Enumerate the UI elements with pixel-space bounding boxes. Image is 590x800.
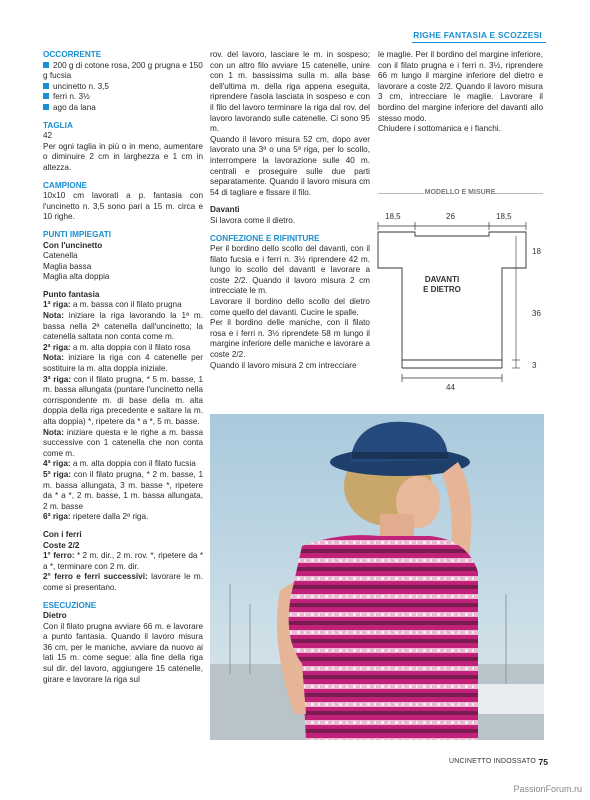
body-paragraph: Quando il lavoro misura 52 cm, dopo aver lavorato una 3ª o una 5ª riga, per lo scollo, interrompere la lavorazione sulle 40 m. centrali e proseguire sulle due parti separatamente. Quando il lavoro misura cm 54 di tagliare e fissare il filo. (210, 134, 370, 197)
body-paragraph: Chiudere i sottomanica e i fianchi. (378, 124, 501, 134)
magazine-name: UNCINETTO INDOSSATO (448, 758, 536, 765)
row-instruction: 1° ferro: * 2 m. dir., 2 m. rov. *, ripetere da * a *, terminare con 2 m. dir. (43, 551, 204, 571)
dietro-subheading: Dietro (43, 611, 67, 621)
watermark: PassionForum.ru (513, 784, 582, 794)
stitch-item: Catenella (43, 251, 78, 261)
row-note: Nota: iniziare la riga lavorando la 1ª m. bassa nella 2ª catenella dall'uncinetto; la catenella saltata non conta come m. (43, 311, 203, 342)
row-instruction: 2ª riga: a m. alta doppia con il filato rosa (43, 342, 191, 352)
row-note: Nota: iniziare questa e le righe a m. bassa successive con 1 catenella che non conta come m. (43, 427, 203, 458)
row-instruction: 4ª riga: a m. alta doppia con il filato fucsia (43, 459, 196, 469)
body-paragraph: Quando il lavoro misura 2 cm intrecciare (210, 360, 357, 370)
material-item: uncinetto n. 3,5 (43, 82, 203, 93)
taglia-value: 42 (43, 131, 53, 141)
body-paragraph: Per il bordino dello scollo del davanti, con il filato fucsia e i ferri n. 3½ riprendere 42 m. lungo lo scollo del davanti e lavorare a coste 2/2. Quando il lavoro misura 2 cm intrecciate le m. (210, 244, 370, 296)
row-instruction: 6ª riga: ripetere dalla 2ª riga. (43, 512, 149, 522)
row-instruction: 3ª riga: con il filato prugna, * 5 m. basse, 1 m. bassa allungata (puntare l'uncinetto nella corrispondente m. di base della m. alta doppia della riga precedente e saltare la m. alta doppia) *, ripetere da * a *, 5 m. basse. (43, 374, 203, 426)
page-number: 75 (538, 757, 548, 767)
confezione-heading: CONFEZIONE E RIFINITURE (210, 233, 320, 243)
row-instruction: 1ª riga: a m. bassa con il filato prugna (43, 300, 182, 310)
campione-text: 10x10 cm lavorati a p. fantasia con l'uncinetto n. 3,5 sono pari a 15 m. circa e 10 righe. (43, 191, 203, 222)
stitch-item: Maglia bassa (43, 261, 92, 271)
row-instruction: 2° ferro e ferri successivi: lavorare le m. come si presentano. (43, 572, 203, 592)
coste-subheading: Coste 2/2 (43, 540, 80, 550)
dim-shoulder-left: 18,5 (385, 212, 401, 221)
body-paragraph: le maglie. Per il bordino del margine inferiore, con il filato prugna e i ferri n. 3½, riprendere 66 m lungo il margine inferiore del dietro e lavorare a coste 2/2. Quando il lavoro misura 3 cm, intrecciare le maglie. Lavorare il bordino del margine inferiore del davanti allo stesso modo. (378, 50, 543, 123)
body-paragraph: rov. del lavoro, lasciare le m. in sospeso; con un altro filo avviare 15 catenelle, unire con 1 m. bassissima sulla m. alla base dell'ultima m. della riga appena eseguita, riprendere l'asola lasciata in sospeso e con il filo del lavoro terminare la riga dal rov. del lavoro lavorando sulle catenelle. Ci sono 95 m. (210, 50, 370, 134)
punti-heading: PUNTI IMPIEGATI (43, 229, 112, 239)
dim-hem: 3 (532, 361, 537, 370)
section-header: RIGHE FANTASIA E SCOZZESI (413, 30, 542, 40)
campione-heading: CAMPIONE (43, 180, 88, 190)
dim-shoulder-right: 18,5 (496, 212, 512, 221)
taglia-text: Per ogni taglia in più o in meno, aumentare o diminuire 2 cm in larghezza e 1 cm in altezza. (43, 141, 203, 172)
dim-body-length: 36 (532, 309, 541, 318)
dietro-text: Con il filato prugna avviare 66 m. e lavorare a punto fantasia. Quando il lavoro misura 36 cm, per le maniche, avviare da nuovo ai lati 15 m. come segue: alla fine della riga sul dir. del lavoro, aggiungere 15 catenelle, girare e lavorare la riga sul (43, 621, 203, 684)
row-note: Nota: iniziare la riga con 4 catenelle per sostituire la m. alta doppia iniziale. (43, 353, 203, 374)
material-item: 200 g di cotone rosa, 200 g prugna e 150 g fucsia (43, 60, 203, 81)
body-paragraph: Lavorare il bordino dello scollo del dietro come quello del davanti. Cucire le spalle. (210, 297, 370, 317)
occorrente-heading: OCCORRENTE (43, 50, 102, 59)
uncinetto-subheading: Con l'uncinetto (43, 240, 103, 250)
dim-armhole: 18 (532, 247, 541, 256)
diagram-title: MODELLO E MISURE (424, 189, 496, 196)
fantasia-subheading: Punto fantasia (43, 289, 100, 299)
esecuzione-heading: ESECUZIONE (43, 600, 97, 610)
material-item: ago da lana (43, 103, 203, 114)
model-photo (210, 414, 544, 740)
stitch-item: Maglia alta doppia (43, 272, 110, 282)
row-instruction: 5ª riga: con il filato prugna, * 2 m. basse, 1 m. bassa allungata, 3 m. basse *, ripetere da * a *, 2 m. basse, 1 m. bassa allungata, 2 m. basse (43, 469, 203, 511)
taglia-heading: TAGLIA (43, 120, 73, 130)
material-item: ferri n. 3½ (43, 92, 203, 103)
dim-width: 44 (446, 383, 455, 392)
ferri-subheading: Con i ferri (43, 529, 82, 539)
body-paragraph: Per il bordino delle maniche, con il filato rosa e i ferri n. 3½ riprendete 58 m lungo il margine inferiore delle maniche e lavorare a coste 2/2. (210, 318, 370, 360)
davanti-subheading: Davanti (210, 205, 240, 215)
davanti-text: Si lavora come il dietro. (210, 215, 296, 225)
dim-neck: 26 (446, 212, 455, 221)
piece-label: DAVANTI E DIETRO (423, 275, 461, 294)
model-illustration (210, 414, 544, 740)
